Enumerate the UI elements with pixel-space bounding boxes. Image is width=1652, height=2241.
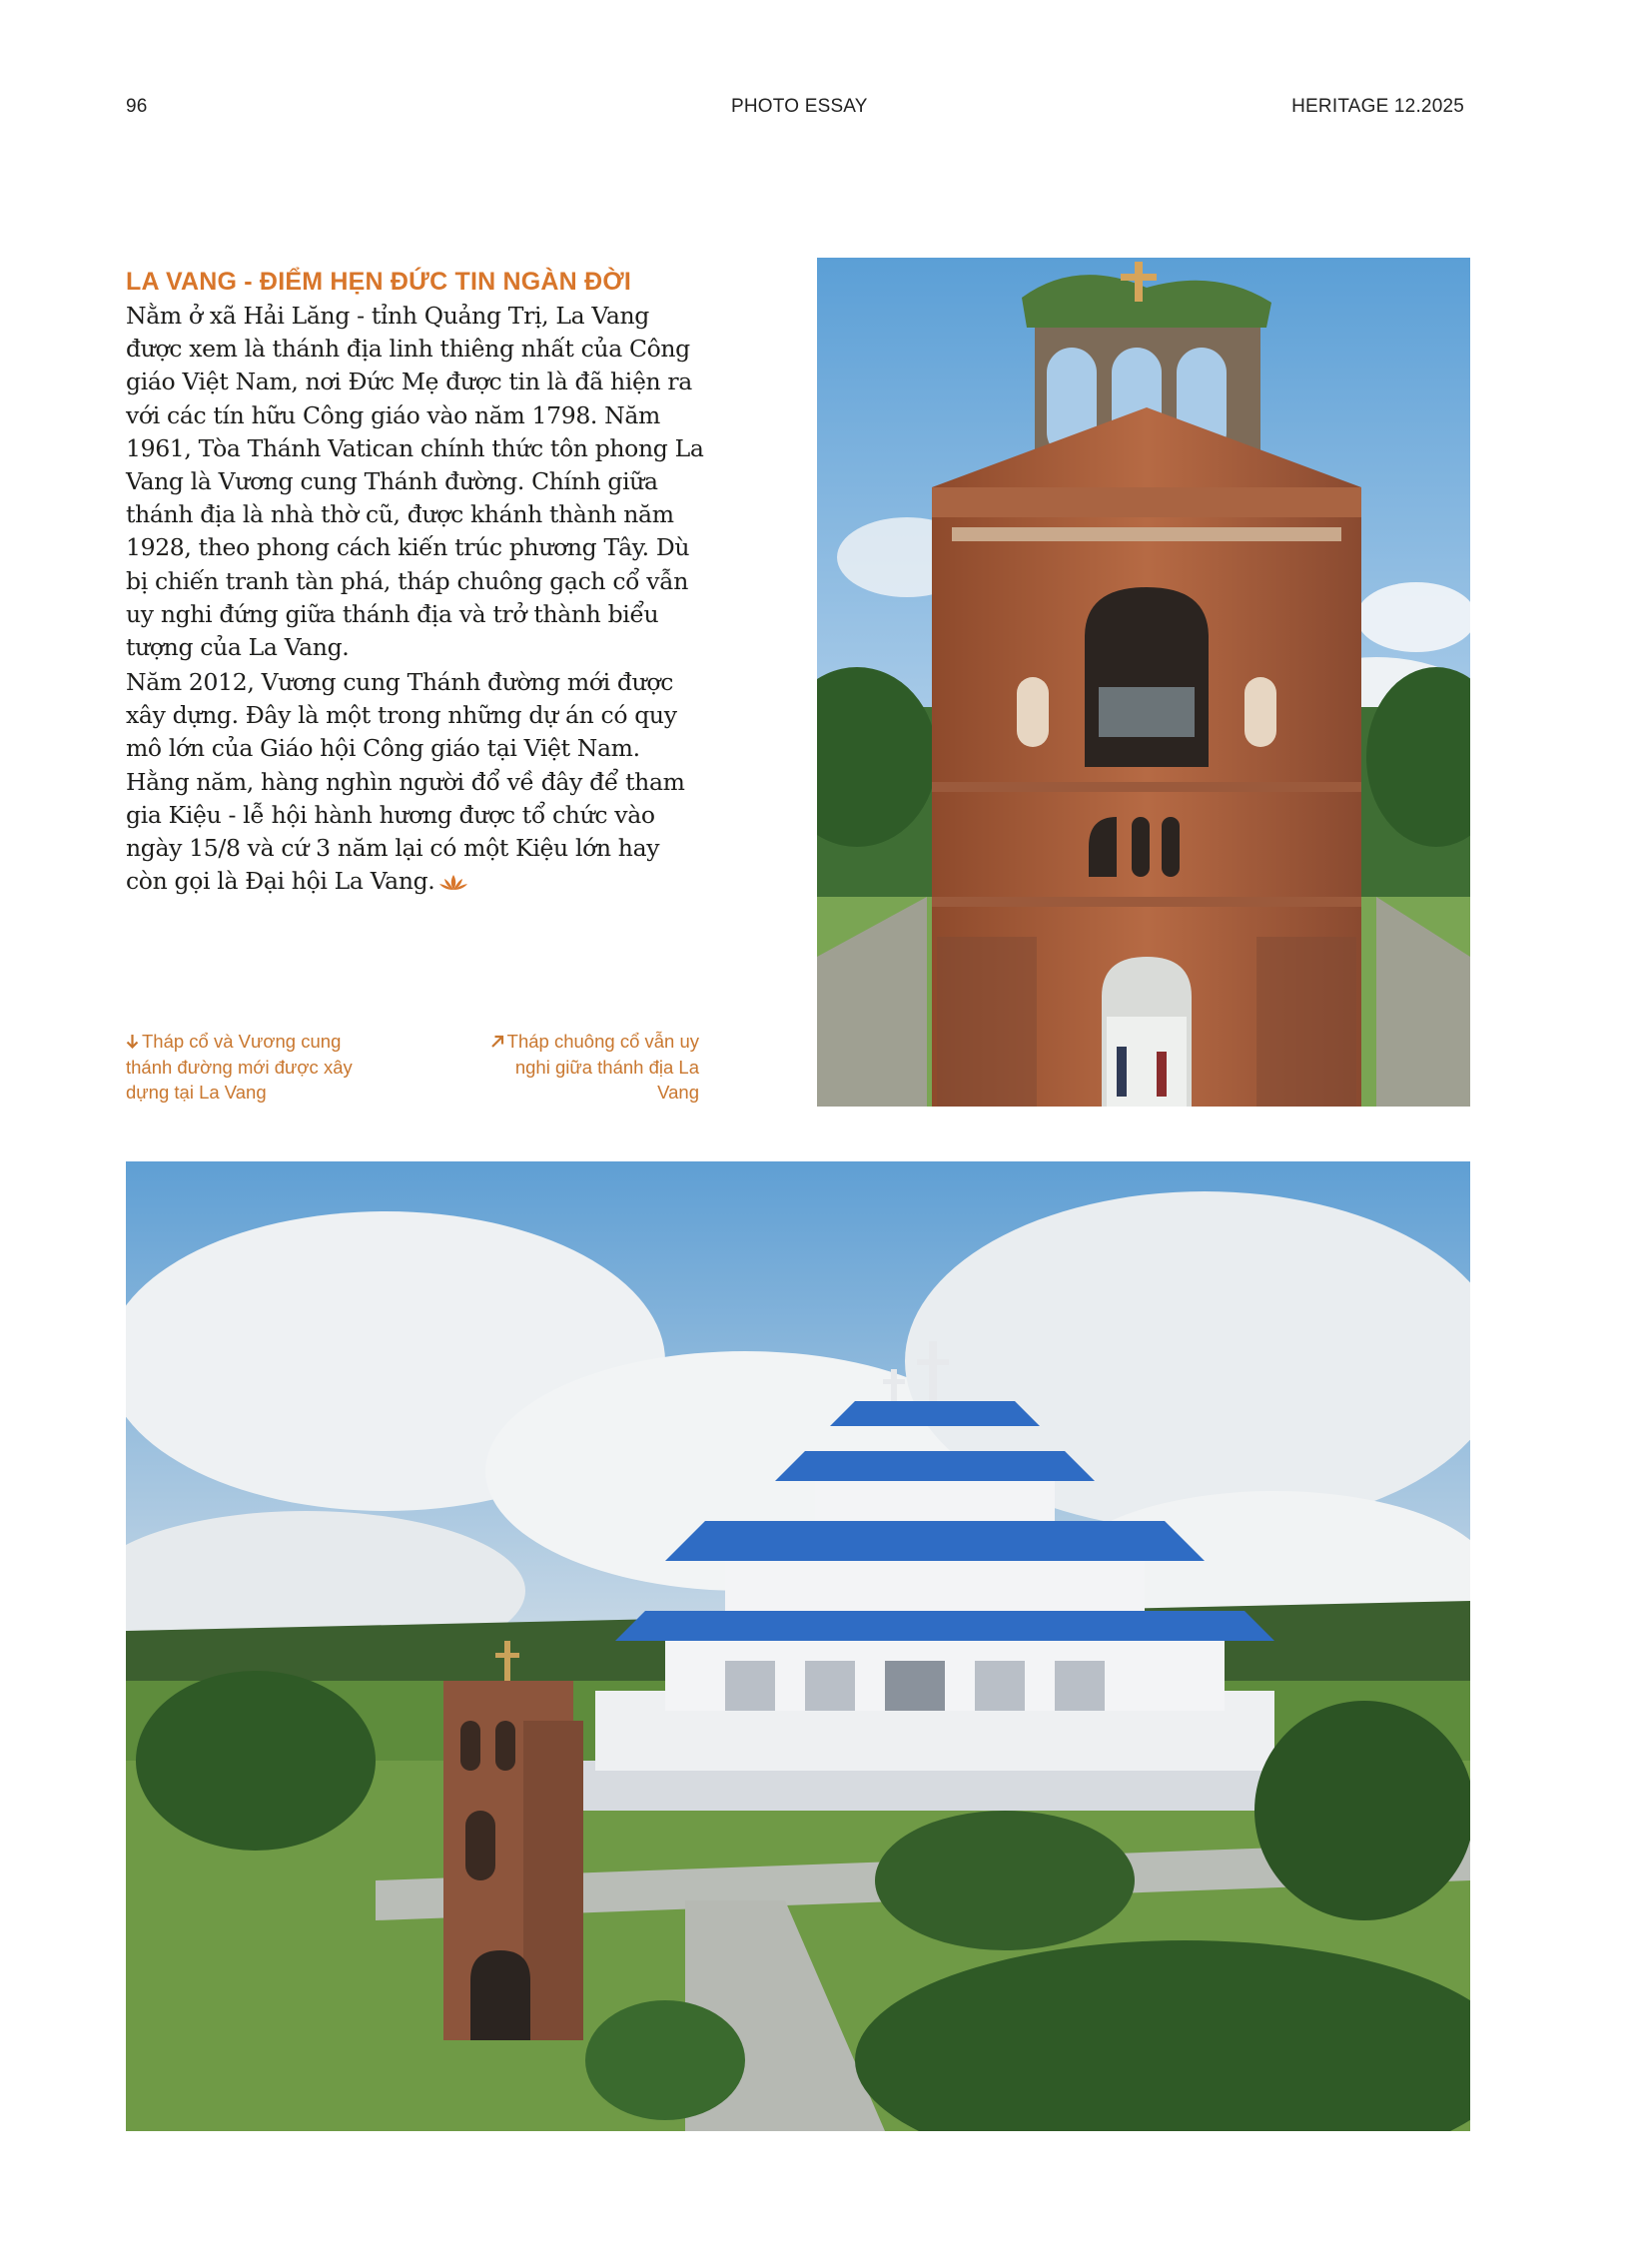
section-label: PHOTO ESSAY xyxy=(731,96,868,117)
paragraph-text: Năm 2012, Vương cung Thánh đường mới được xây dựng. Đây là một trong những dự án có quy mô lớn của Giáo hội Công giáo tại Việt Nam. Hằng năm, hàng nghìn người đổ về đây để tham gia Kiệu - lễ hội hành hương được tổ chức vào ngày 15/8 và cứ 3 năm lại có một Kiệu lớn hay còn gọi là Đại hội La Vang. xyxy=(126,668,685,896)
caption-right xyxy=(469,1029,699,1105)
body-paragraph xyxy=(126,666,705,902)
basilica-photo xyxy=(126,1161,1470,2131)
issue-label: HERITAGE 12.2025 xyxy=(1291,96,1464,117)
caption-left-text: Tháp cổ và Vương cung thánh đường mới được xây dựng tại La Vang xyxy=(126,1031,353,1103)
page-number: 96 xyxy=(126,96,148,117)
article-title: LA VANG - ĐIỂM HẸN ĐỨC TIN NGÀN ĐỜI xyxy=(126,268,631,296)
paragraph-text: Nằm ở xã Hải Lăng - tỉnh Quảng Trị, La Vang được xem là thánh địa linh thiêng nhất của Công giáo Việt Nam, nơi Đức Mẹ được tin là đã hiện ra với các tín hữu Công giáo vào năm 1798. Năm 1961, Tòa Thánh Vatican chính thức tôn phong La Vang là Vương cung Thánh đường. Chính giữa thánh địa là nhà thờ cũ, được khánh thành năm 1928, theo phong cách kiến trúc phương Tây. Dù bị chiến tranh tàn phá, tháp chuông gạch cổ vẫn uy nghi đứng giữa thánh địa và trở thành biểu tượng của La Vang. xyxy=(126,302,704,662)
arrow-up-right-icon xyxy=(490,1030,504,1055)
bell-tower-photo xyxy=(817,258,1470,1107)
caption-left xyxy=(126,1029,356,1105)
caption-right-text: Tháp chuông cổ vẫn uy nghi giữa thánh địa La Vang xyxy=(506,1031,699,1103)
body-paragraph xyxy=(126,300,705,664)
lotus-icon xyxy=(438,869,468,902)
arrow-down-icon xyxy=(126,1030,139,1055)
